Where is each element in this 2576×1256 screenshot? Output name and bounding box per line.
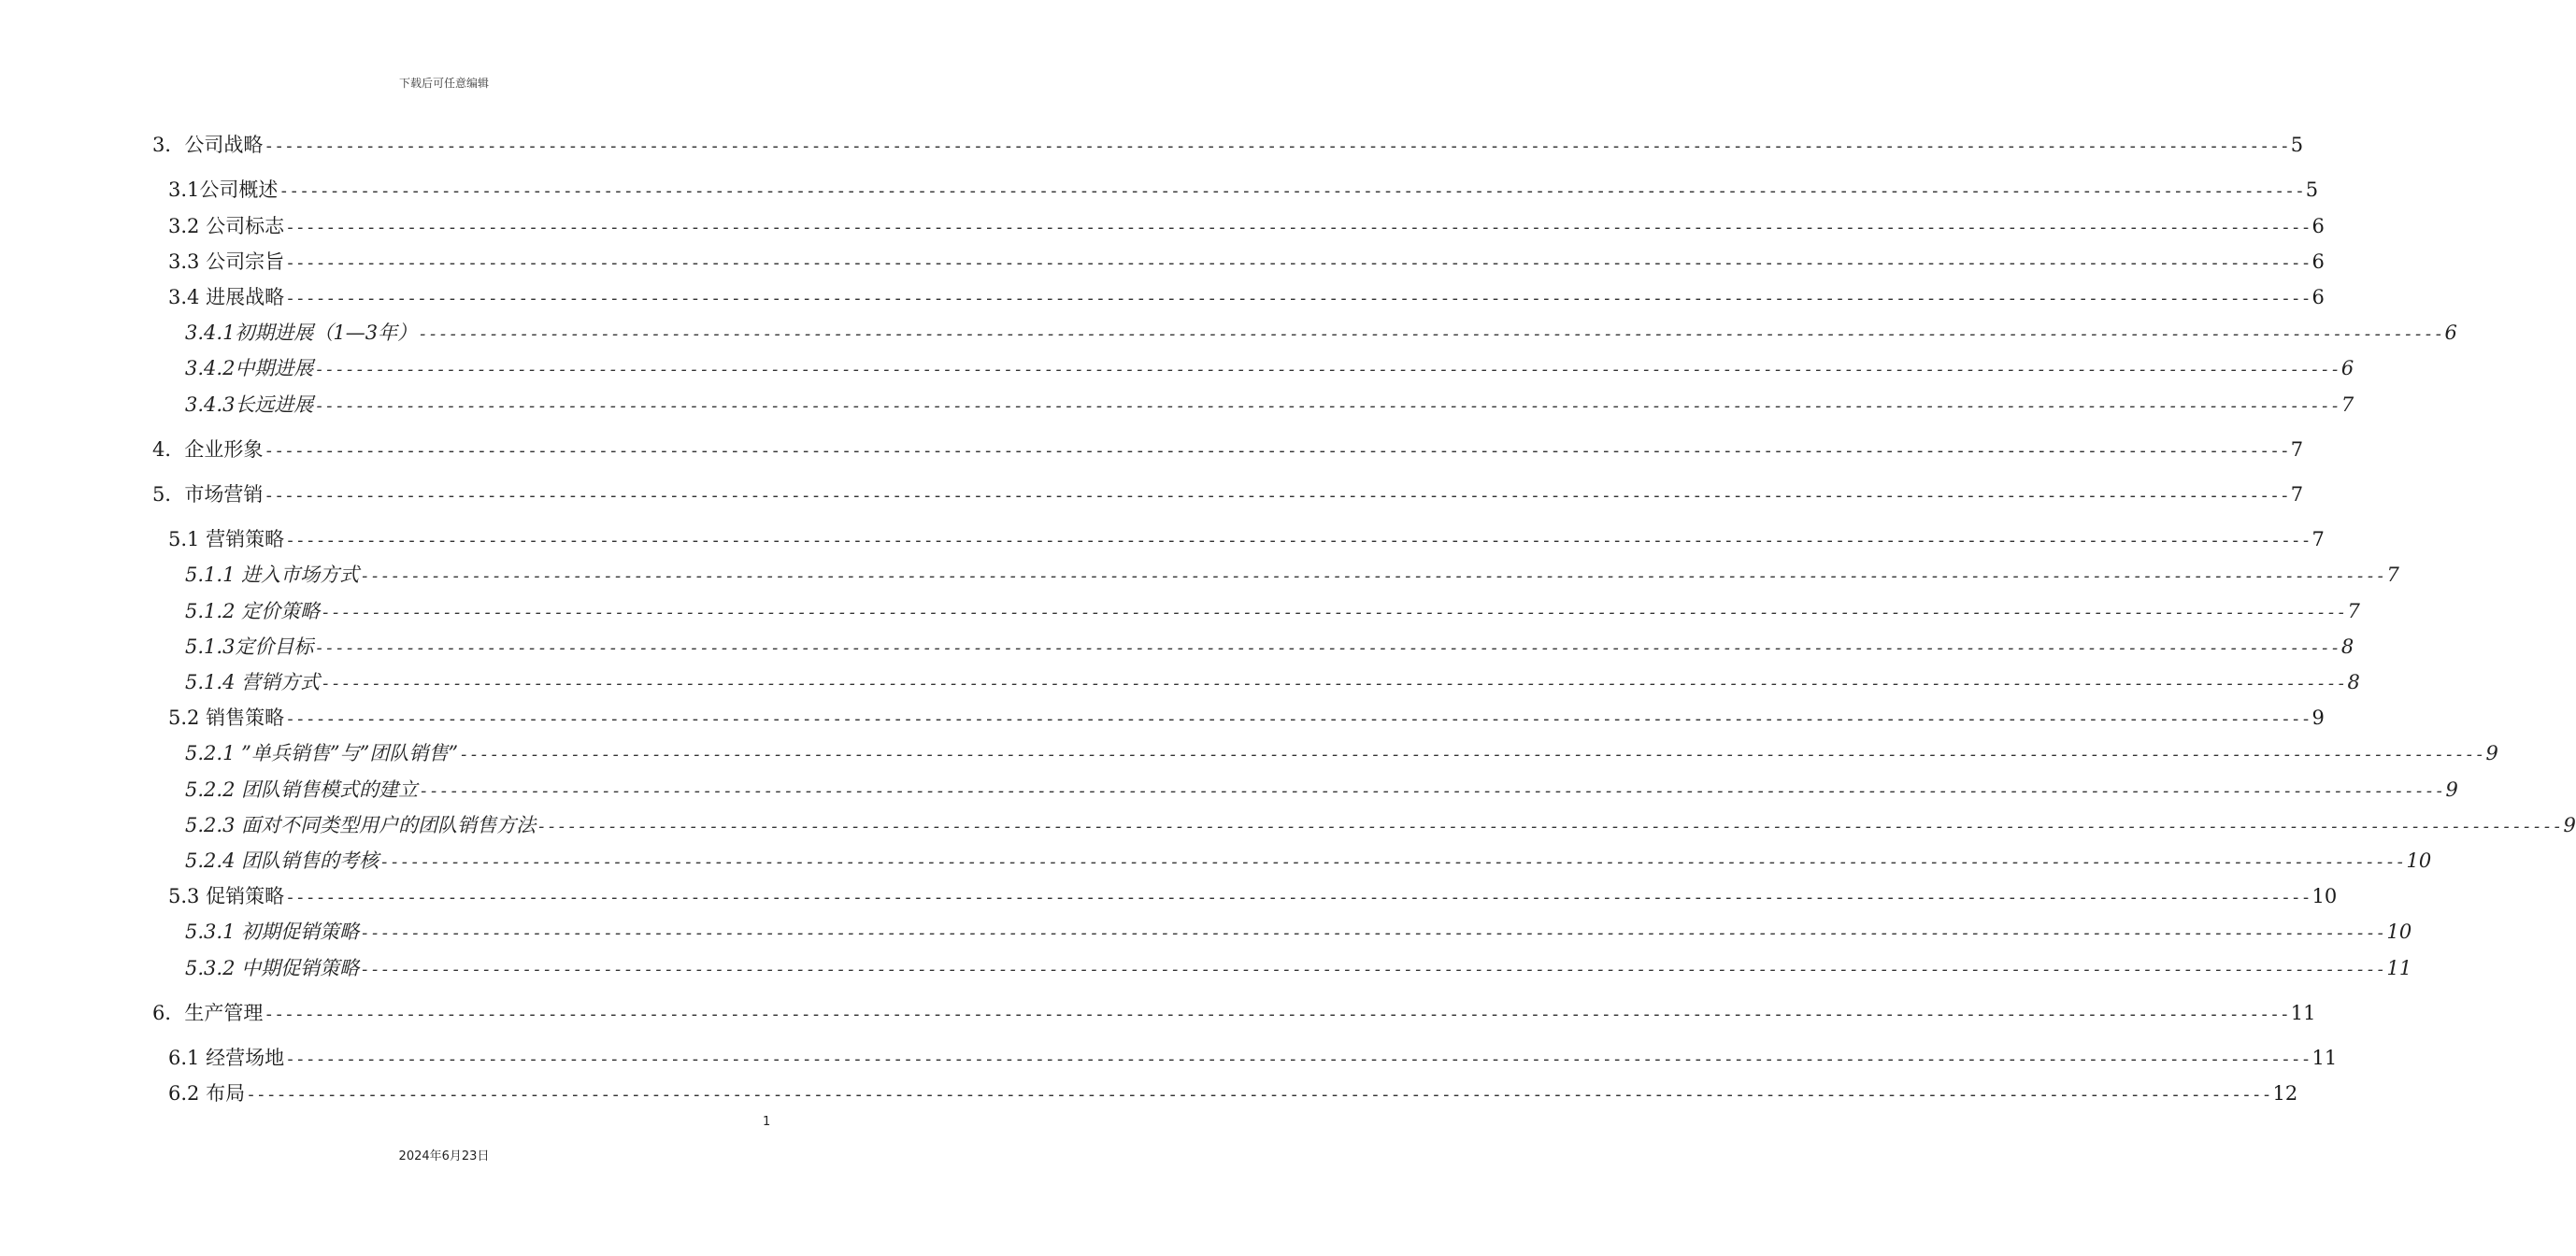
toc-entry-label: 5.1 营销策略 bbox=[168, 528, 285, 550]
toc-entry-page: 9 bbox=[2445, 778, 2458, 801]
toc-entry[interactable] bbox=[185, 741, 2498, 767]
toc-entry[interactable] bbox=[168, 1081, 2298, 1107]
toc-dot-leader: -------------------------------------------------------------------------------------------------------------------------------------------------------------------------------------------------------- bbox=[360, 566, 2386, 586]
toc-entry-label: 5.2.4 团队销售的考核 bbox=[185, 849, 379, 872]
toc-entry-label: 3.4.1初期进展（1—3年） bbox=[185, 321, 418, 344]
toc-entry[interactable] bbox=[168, 706, 2325, 732]
toc-entry-page: 10 bbox=[2311, 885, 2338, 907]
toc-dot-leader: -------------------------------------------------------------------------------------------------------------------------------------------------------------------------------------------------------- bbox=[418, 324, 2444, 344]
toc-entry-label: 3.3 公司宗旨 bbox=[168, 250, 285, 273]
toc-entry[interactable] bbox=[168, 250, 2325, 276]
toc-entry-label: 5.1.4 营销方式 bbox=[185, 671, 321, 693]
toc-entry[interactable] bbox=[168, 884, 2338, 910]
toc-entry-label: 5.3.1 初期促销策略 bbox=[185, 921, 360, 943]
toc-entry[interactable] bbox=[185, 670, 2360, 696]
toc-entry-label: 5.2.3 面对不同类型用户的团队销售方法 bbox=[185, 814, 537, 836]
toc-entry[interactable] bbox=[185, 813, 2576, 839]
toc-dot-leader: -------------------------------------------------------------------------------------------------------------------------------------------------------------------------------------------------------- bbox=[285, 709, 2311, 729]
toc-entry[interactable] bbox=[185, 849, 2432, 875]
toc-entry[interactable] bbox=[168, 1046, 2338, 1072]
toc-dot-leader: -------------------------------------------------------------------------------------------------------------------------------------------------------------------------------------------------------- bbox=[285, 289, 2311, 308]
toc-dot-leader: -------------------------------------------------------------------------------------------------------------------------------------------------------------------------------------------------------- bbox=[537, 817, 2563, 836]
toc-entry[interactable] bbox=[185, 563, 2399, 589]
toc-entry-page: 11 bbox=[2386, 957, 2412, 979]
toc-dot-leader: -------------------------------------------------------------------------------------------------------------------------------------------------------------------------------------------------------- bbox=[285, 531, 2311, 550]
toc-entry-page: 7 bbox=[2386, 564, 2399, 586]
toc-entry-page: 11 bbox=[2290, 1002, 2316, 1024]
toc-dot-leader: -------------------------------------------------------------------------------------------------------------------------------------------------------------------------------------------------------- bbox=[321, 674, 2347, 693]
toc-entry-page: 6 bbox=[2311, 215, 2325, 237]
toc-entry[interactable] bbox=[152, 133, 2304, 159]
toc-entry-label: 5.2.1 ”单兵销售”与”团队销售” bbox=[185, 742, 459, 764]
toc-entry[interactable] bbox=[168, 214, 2325, 240]
toc-entry-label: 5.2.2 团队销售模式的建立 bbox=[185, 778, 419, 801]
toc-entry[interactable] bbox=[168, 527, 2325, 553]
toc-dot-leader: -------------------------------------------------------------------------------------------------------------------------------------------------------------------------------------------------------- bbox=[285, 253, 2311, 273]
toc-dot-leader: -------------------------------------------------------------------------------------------------------------------------------------------------------------------------------------------------------- bbox=[314, 638, 2340, 658]
toc-entry[interactable] bbox=[168, 285, 2325, 311]
toc-entry-label: 3．公司战略 bbox=[152, 134, 264, 156]
toc-entry-label: 3.1公司概述 bbox=[168, 178, 279, 201]
toc-dot-leader: -------------------------------------------------------------------------------------------------------------------------------------------------------------------------------------------------------- bbox=[321, 603, 2347, 622]
toc-entry-page: 5 bbox=[2305, 178, 2319, 201]
toc-dot-leader: -------------------------------------------------------------------------------------------------------------------------------------------------------------------------------------------------------- bbox=[264, 1005, 2290, 1024]
toc-entry-page: 6 bbox=[2444, 321, 2457, 344]
toc-entry-page: 10 bbox=[2386, 921, 2412, 943]
toc-dot-leader: -------------------------------------------------------------------------------------------------------------------------------------------------------------------------------------------------------- bbox=[360, 960, 2386, 979]
toc-dot-leader: -------------------------------------------------------------------------------------------------------------------------------------------------------------------------------------------------------- bbox=[285, 1049, 2311, 1069]
toc-dot-leader: -------------------------------------------------------------------------------------------------------------------------------------------------------------------------------------------------------- bbox=[360, 923, 2386, 943]
page-number: 1 bbox=[763, 1115, 771, 1129]
toc-dot-leader: -------------------------------------------------------------------------------------------------------------------------------------------------------------------------------------------------------- bbox=[379, 852, 2406, 872]
toc-entry-label: 5.1.1 进入市场方式 bbox=[185, 564, 360, 586]
toc-entry-page: 7 bbox=[2290, 438, 2304, 461]
toc-entry-page: 5 bbox=[2290, 134, 2304, 156]
toc-entry-label: 3.4.3长远进展 bbox=[185, 393, 314, 416]
toc-entry-page: 6 bbox=[2311, 250, 2325, 273]
footer-date: 2024年6月23日 bbox=[398, 1149, 490, 1163]
toc-entry-label: 5.1.3定价目标 bbox=[185, 635, 314, 658]
toc-entry[interactable] bbox=[185, 635, 2354, 661]
toc-entry-page: 6 bbox=[2340, 357, 2354, 379]
toc-entry-page: 7 bbox=[2311, 528, 2325, 550]
toc-entry-page: 9 bbox=[2311, 706, 2325, 729]
toc-entry[interactable] bbox=[185, 920, 2412, 946]
toc-dot-leader: -------------------------------------------------------------------------------------------------------------------------------------------------------------------------------------------------------- bbox=[264, 136, 2290, 156]
toc-entry[interactable] bbox=[185, 392, 2354, 419]
toc-entry[interactable] bbox=[185, 956, 2412, 982]
toc-entry-page: 11 bbox=[2311, 1047, 2338, 1069]
toc-entry-page: 9 bbox=[2485, 742, 2498, 764]
toc-entry-label: 6.2 布局 bbox=[168, 1082, 246, 1105]
toc-dot-leader: -------------------------------------------------------------------------------------------------------------------------------------------------------------------------------------------------------- bbox=[264, 486, 2290, 506]
toc-entry-page: 7 bbox=[2347, 600, 2360, 622]
toc-entry-label: 5.2 销售策略 bbox=[168, 706, 285, 729]
toc-dot-leader: -------------------------------------------------------------------------------------------------------------------------------------------------------------------------------------------------------- bbox=[246, 1085, 2272, 1105]
toc-entry-label: 5.3 促销策略 bbox=[168, 885, 285, 907]
toc-entry-label: 4．企业形象 bbox=[152, 438, 264, 461]
toc-entry-label: 5.3.2 中期促销策略 bbox=[185, 957, 360, 979]
toc-entry-label: 3.4.2中期进展 bbox=[185, 357, 314, 379]
toc-entry-label: 5.1.2 定价策略 bbox=[185, 600, 321, 622]
toc-entry-page: 8 bbox=[2347, 671, 2360, 693]
toc-dot-leader: -------------------------------------------------------------------------------------------------------------------------------------------------------------------------------------------------------- bbox=[419, 781, 2445, 801]
toc-entry[interactable] bbox=[185, 778, 2458, 804]
toc-entry-page: 10 bbox=[2406, 849, 2432, 872]
toc-entry[interactable] bbox=[185, 321, 2457, 347]
toc-dot-leader: -------------------------------------------------------------------------------------------------------------------------------------------------------------------------------------------------------- bbox=[314, 396, 2340, 416]
toc-entry-page: 12 bbox=[2272, 1082, 2298, 1105]
toc-entry-label: 3.4 进展战略 bbox=[168, 286, 285, 308]
toc-dot-leader: -------------------------------------------------------------------------------------------------------------------------------------------------------------------------------------------------------- bbox=[285, 888, 2311, 907]
toc-entry[interactable] bbox=[185, 599, 2360, 625]
toc-entry[interactable] bbox=[185, 356, 2354, 382]
toc-dot-leader: -------------------------------------------------------------------------------------------------------------------------------------------------------------------------------------------------------- bbox=[314, 360, 2340, 379]
toc-dot-leader: -------------------------------------------------------------------------------------------------------------------------------------------------------------------------------------------------------- bbox=[285, 218, 2311, 237]
toc-entry[interactable] bbox=[152, 482, 2304, 508]
toc-dot-leader: -------------------------------------------------------------------------------------------------------------------------------------------------------------------------------------------------------- bbox=[459, 745, 2485, 764]
toc-entry-label: 5．市场营销 bbox=[152, 483, 264, 506]
toc-entry-page: 7 bbox=[2340, 393, 2354, 416]
toc-entry-label: 6.1 经营场地 bbox=[168, 1047, 285, 1069]
toc-entry[interactable] bbox=[152, 1001, 2316, 1027]
toc-entry-page: 8 bbox=[2340, 635, 2354, 658]
toc-entry-label: 6．生产管理 bbox=[152, 1002, 264, 1024]
toc-entry[interactable] bbox=[168, 178, 2319, 204]
page-header: 下载后可任意编辑 bbox=[398, 77, 489, 90]
toc-entry-page: 9 bbox=[2563, 814, 2576, 836]
toc-entry-page: 7 bbox=[2290, 483, 2304, 506]
toc-entry-page: 6 bbox=[2311, 286, 2325, 308]
toc-entry-label: 3.2 公司标志 bbox=[168, 215, 285, 237]
toc-dot-leader: -------------------------------------------------------------------------------------------------------------------------------------------------------------------------------------------------------- bbox=[279, 181, 2305, 201]
toc-entry[interactable] bbox=[152, 437, 2304, 464]
toc-dot-leader: -------------------------------------------------------------------------------------------------------------------------------------------------------------------------------------------------------- bbox=[264, 441, 2290, 461]
